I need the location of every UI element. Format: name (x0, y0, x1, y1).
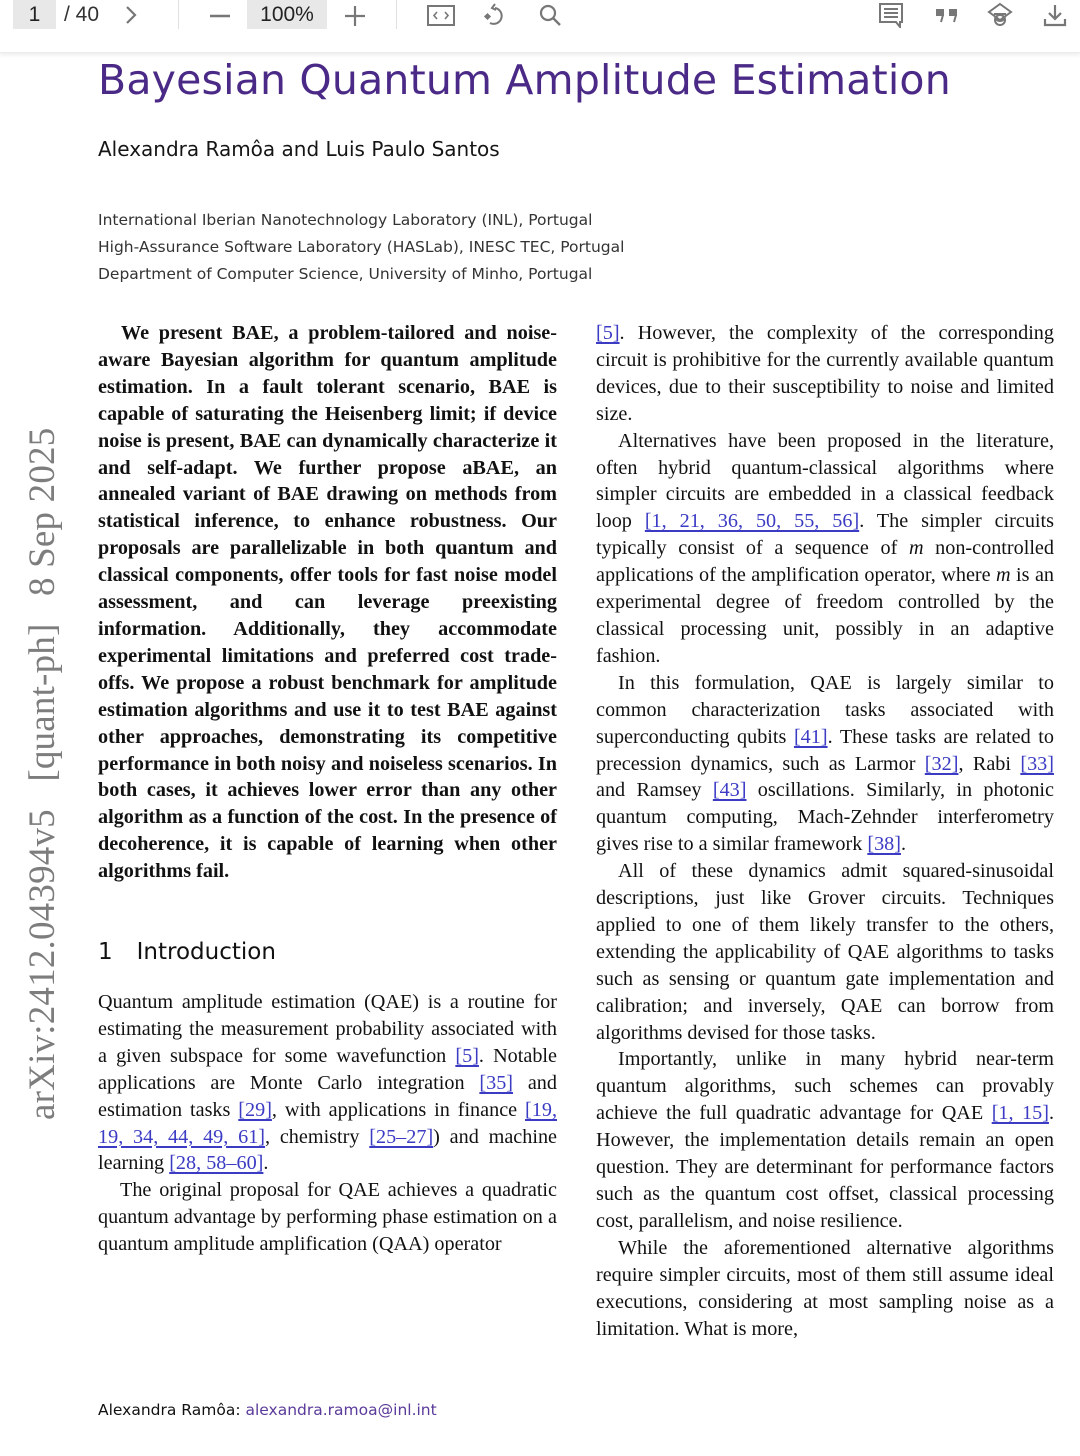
page-number-input[interactable]: 1 (13, 0, 56, 29)
download-icon[interactable] (1042, 2, 1068, 28)
citation-link[interactable]: [28, 58–60] (169, 1152, 264, 1175)
section-number: 1 (98, 939, 113, 966)
right-column (596, 320, 1054, 1342)
section-heading (98, 937, 557, 967)
rotate-icon[interactable] (482, 2, 508, 28)
arxiv-category: [quant-ph] (22, 623, 63, 782)
paragraph (98, 1177, 557, 1258)
text: is an experimental degree of freedom controlled by the classical processing unit, possibly in an adaptive fashion. (596, 564, 1054, 667)
text: Alternatives have been proposed in the literature, often hybrid quantum-classical algorithms where simpler circuits are embedded in a classical feedback loop (596, 429, 1054, 533)
chevron-right-icon[interactable] (118, 2, 144, 28)
citation-link[interactable]: [5] (596, 322, 620, 344)
arxiv-date: 8 Sep 2025 (22, 427, 63, 597)
text: , Rabi (958, 752, 1021, 775)
zoom-level-input[interactable]: 100% (247, 0, 327, 29)
citation-link[interactable]: [43] (712, 779, 747, 802)
paragraph (596, 1046, 1054, 1234)
paper-authors: Alexandra Ramôa and Luis Paulo Santos (98, 137, 500, 161)
math-variable: m (996, 564, 1011, 587)
citation-link[interactable]: [29] (238, 1098, 272, 1121)
toolbar-divider (178, 0, 179, 29)
text: , with applications in finance (271, 1098, 526, 1121)
text: . (263, 1152, 269, 1175)
text: . (900, 833, 907, 856)
math-variable: m (908, 537, 924, 560)
scholar-icon[interactable] (987, 2, 1013, 28)
section-title: Introduction (136, 939, 276, 966)
toolbar-divider (396, 0, 397, 29)
fit-width-icon[interactable] (426, 2, 456, 28)
paragraph-continuation (596, 320, 1054, 428)
text: Importantly, unlike in many hybrid near-term quantum algorithms, such schemes can provably achieve the full quadratic advantage for QAE (596, 1048, 1054, 1125)
text: . However, the complexity of the corresponding circuit is prohibitive for the currently available quantum devices, due to their susceptibility to noise and limited size. (596, 322, 1054, 425)
notes-icon[interactable] (878, 2, 904, 28)
affiliation: Department of Computer Science, University of Minho, Portugal (98, 265, 593, 283)
footnote-label: Alexandra Ramôa: (98, 1401, 241, 1419)
text: , chemistry (265, 1125, 370, 1148)
citation-link[interactable]: [38] (867, 833, 901, 856)
paragraph (98, 989, 557, 1177)
text: In this formulation, QAE is largely similar to common characterization tasks associated with superconducting qubits (596, 671, 1054, 748)
citation-link[interactable]: [1, 21, 36, 50, 55, 56] (644, 510, 860, 533)
quote-icon[interactable] (934, 2, 960, 28)
author-footnote (98, 1401, 437, 1419)
text: Quantum amplitude estimation (QAE) is a routine for estimating the measurement probability associated with a given subspace for some wavefunction (98, 991, 557, 1067)
affiliation: High-Assurance Software Laboratory (HASLab), INESC TEC, Portugal (98, 238, 625, 256)
text: oscillations. Similarly, in photonic quantum computing, Mach-Zehnder interferometry gives rise to a similar framework (596, 779, 1055, 856)
text: . Notable applications are Monte Carlo integration (98, 1044, 557, 1094)
citation-link[interactable]: [19, 19, 34, 44, 49, 61] (98, 1098, 557, 1148)
citation-link[interactable]: [5] (455, 1044, 479, 1067)
paragraph: While the aforementioned alternative algorithms require simpler circuits, most of them still assume ideal executions, considering at most sampling noise as a limitation. What is more, (596, 1236, 1054, 1340)
plus-icon[interactable] (342, 2, 368, 28)
text: . However, the implementation details remain an open question. They are determinant for performance factors such as the quantum cost offset, classical processing cost, parallelism, and noise resilience. (596, 1102, 1054, 1232)
paragraph (596, 670, 1054, 858)
text: ) and machine learning (98, 1125, 557, 1175)
arxiv-identifier-stamp (20, 410, 66, 1120)
paragraph: All of these dynamics admit squared-sinusoidal descriptions, just like Grover circuits. Techniques applied to one of them likely transfer to the others, extending the applicability of QAE algorithms to tasks such as sensing or quantum gate implementation and calibration; and inversely, QAE can borrow from algorithms devised for those tasks. (596, 860, 1054, 1044)
left-column (98, 320, 557, 1258)
text: and Ramsey (596, 779, 713, 802)
affiliations (98, 207, 624, 288)
page-total: / 40 (64, 3, 100, 26)
abstract: We present BAE, a problem-tailored and noise-aware Bayesian algorithm for quantum amplitude estimation. In a fault tolerant scenario, BAE is capable of saturating the Heisenberg limit; if device noise is present, BAE can dynamically characterize it and self-adapt. We further propose aBAE, an annealed variant of BAE drawing on methods from statistical inference, to enhance robustness. Our proposals are parallelizable in both quantum and classical components, offer tools for fast noise model assessment, and can leverage preexisting information. Additionally, they accommodate experimental limitations and preferred cost trade-offs. We propose a robust benchmark for amplitude estimation algorithms and use it to test BAE against other approaches, demonstrating its competitive performance in both noisy and noiseless scenarios. In both cases, it achieves lower error than any other algorithm as a function of the cost. In the presence of decoherence, it is capable of learning when other algorithms fail. (98, 322, 557, 883)
text: . These tasks are related to precession dynamics, such as Larmor (596, 725, 1054, 775)
citation-link[interactable]: [35] (479, 1071, 514, 1094)
pdf-toolbar (0, 0, 1080, 53)
text: . The simpler circuits typically consist of a sequence of (596, 510, 1055, 560)
minus-icon[interactable] (207, 2, 233, 28)
search-icon[interactable] (537, 2, 563, 28)
citation-link[interactable]: [41] (793, 725, 828, 748)
text: non-controlled applications of the amplification operator, where (596, 537, 1054, 587)
author-email-link[interactable]: alexandra.ramoa@inl.int (245, 1401, 437, 1419)
citation-link[interactable]: [1, 15] (991, 1102, 1049, 1125)
text: The original proposal for QAE achieves a quadratic quantum advantage by performing phase estimation on a quantum amplitude amplification (QAA) operator (98, 1179, 557, 1256)
paper-title: Bayesian Quantum Amplitude Estimation (98, 56, 951, 104)
citation-link[interactable]: [25–27] (369, 1125, 434, 1148)
citation-link[interactable]: [32] (924, 752, 959, 775)
affiliation: International Iberian Nanotechnology Laboratory (INL), Portugal (98, 211, 593, 229)
citation-link[interactable]: [33] (1020, 752, 1054, 775)
text: and estimation tasks (98, 1071, 557, 1121)
paragraph (596, 428, 1054, 670)
arxiv-id: arXiv:2412.04394v5 (22, 809, 63, 1120)
